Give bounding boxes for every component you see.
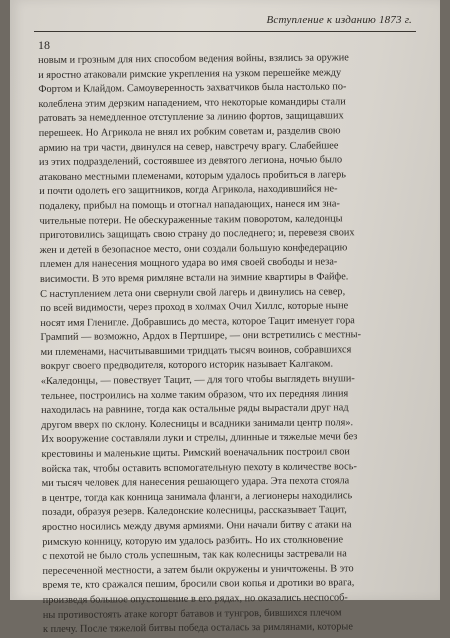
- text-line: жен и детей в безопасное место, они создали большую конфедерацию: [39, 242, 348, 256]
- text-line: войска так, чтобы оставить вспомогательную пехоту в количестве вось-: [41, 460, 357, 475]
- text-line: из этих подразделений, состоявшее из девятого легиона, ночью было: [38, 154, 343, 169]
- text-line: приготовились защищать свою страну до последнего; и, перевезя своих: [39, 227, 355, 242]
- text-line: римскую конницу, которую им удалось разбить. Но их столкновение: [42, 533, 344, 548]
- running-head: Вступление к изданию 1873 г.: [266, 14, 412, 26]
- text-line: и почти одолеть его защитников, когда Агрикола, находившийся не-: [39, 183, 338, 198]
- text-line: и яростно атаковали римские укрепления на узком перешейке между: [38, 66, 342, 81]
- text-line: тельнее, построились на холме таким образом, что их передняя линия: [40, 387, 349, 402]
- text-line: позади, образуя резерв. Каледонские колесницы, рассказывает Тацит,: [41, 504, 347, 519]
- header-rule: [34, 31, 416, 32]
- text-line: колеблена этим дерзким нападением, что некоторые командиры стали: [38, 96, 346, 110]
- text-line: С наступлением лета они свернули свой лагерь и двинулись на север,: [40, 285, 346, 300]
- text-line: атаковано местными племенами, которым удалось пробиться в лагерь: [39, 169, 347, 183]
- text-line: чительные потери. Не обескураженные таким поворотом, каледонцы: [39, 212, 343, 227]
- text-line: ми племенами, насчитывавшими тридцать тысяч воинов, собравшихся: [40, 344, 352, 358]
- text-line: яростно носились между двумя армиями. Они начали битву с атаки на: [42, 519, 352, 533]
- text-line: новым и грозным для них способом ведения войны, взялись за оружие: [38, 52, 349, 66]
- text-line: Фортом и Клайдом. Самоуверенность захватчиков была настолько по-: [38, 81, 347, 96]
- book-page: [10, 0, 440, 636]
- text-line: время те, кто сражался пешим, бросили свои копья и дротики во врага,: [42, 577, 355, 592]
- page-number: 18: [38, 38, 50, 52]
- text-line: ми тысяч человек для нанесения решающего удара. Эта пехота стояла: [41, 475, 350, 490]
- text-line: в центре, тогда как конница занимала фланги, а легионеры находились: [41, 490, 353, 504]
- text-line: по всей видимости, через проход в холмах Очил Хиллс, которые ныне: [40, 300, 349, 315]
- text-line: ратовать за немедленное отступление за линию фортов, защищавших: [38, 110, 344, 125]
- text-line: произведя большое опустошение в его рядах, но оказались неспособ-: [42, 592, 348, 606]
- text-line: висимости. В это время римляне встали на зимние квартиры в Файфе.: [39, 271, 349, 285]
- text-line: другом вверх по склону. Колесницы и всадники занимали центр поля».: [41, 417, 354, 431]
- text-line: находилась на равнине, тогда как остальные ряды вырастали друг над: [41, 402, 349, 417]
- text-line: с пехотой не было столь успешным, так как колесницы застревали на: [42, 548, 347, 563]
- text-line: «Каледонцы, — повествует Тацит, — для того чтобы выглядеть внуши-: [40, 373, 355, 388]
- text-line: армию на три части, двинулся на север, навстречу врагу. Слабейшее: [38, 139, 339, 154]
- text-line: племен для нанесения мощного удара во имя своей свободы и неза-: [39, 256, 338, 271]
- text-line: Их вооружение составляли луки и стрелы, длинные и тяжелые мечи без: [41, 431, 358, 446]
- text-line: носят имя Гленигле. Добравшись до места, которое Тацит именует гора: [40, 314, 355, 329]
- text-line: пересеченной местности, а затем были окружены и уничтожены. В это: [42, 563, 354, 577]
- text-line: подалеку, прибыл на помощь и отогнал нападающих, нанеся им зна-: [39, 198, 340, 212]
- text-line: ны противостоять атаке когорт батавов и тунгров, бившихся плечом: [42, 606, 342, 621]
- text-line: перешеек. Но Агрикола не внял их робким советам и, разделив свою: [38, 125, 341, 139]
- body-text: [38, 51, 431, 638]
- text-line: вокруг своего предводителя, которого историк называет Калгаком.: [40, 358, 334, 373]
- text-line: крестовины и маленькие щиты. Римский военачальник построил свои: [41, 446, 350, 461]
- text-line: Грампий — возможно, Ардох в Пертшире, — они встретились с местны-: [40, 329, 362, 344]
- text-line: к плечу. После тяжелой битвы победа осталась за римлянами, которые: [42, 621, 353, 636]
